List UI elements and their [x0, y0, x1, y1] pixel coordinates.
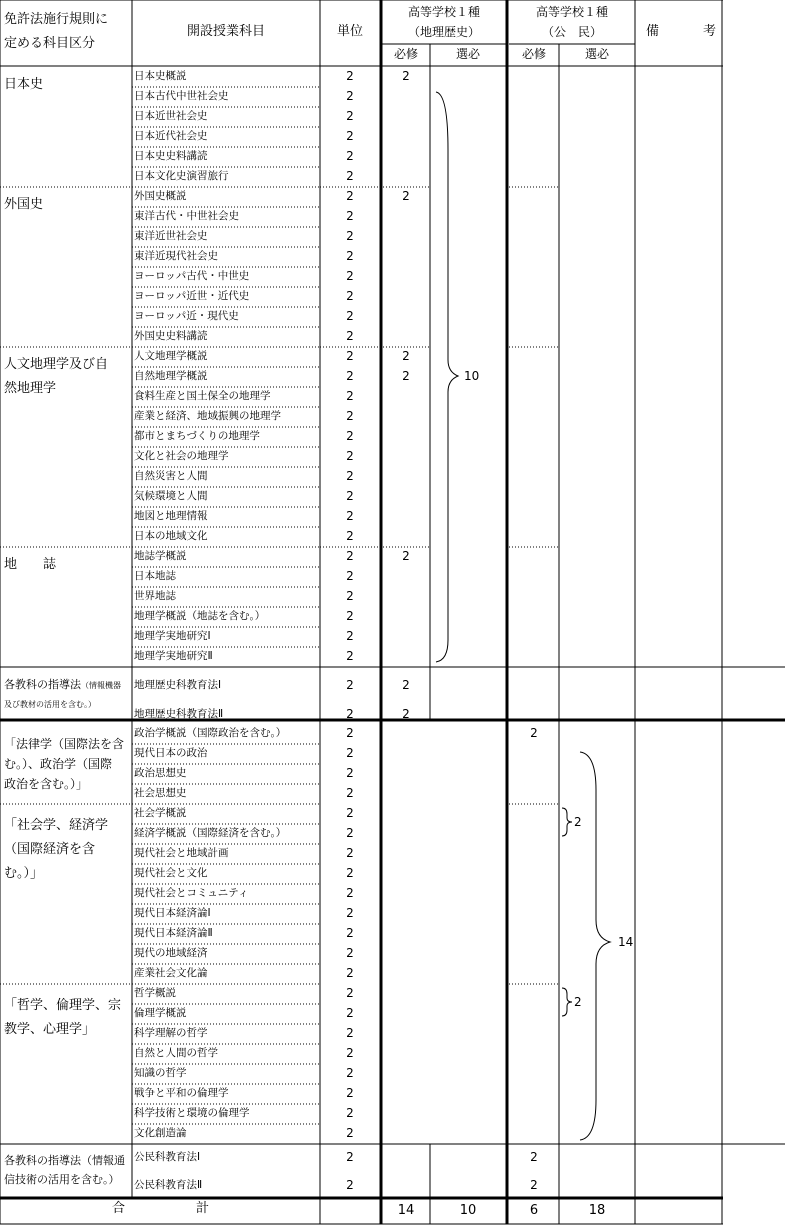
subject-credits: 2: [346, 449, 354, 463]
subject-name: 東洋近世社会史: [134, 230, 208, 242]
subject-name: 科学理解の哲学: [134, 1027, 208, 1039]
category-line: 地 誌: [4, 557, 57, 572]
category-line: 「社会学、経済学: [4, 818, 109, 833]
subject-name: 政治思想史: [134, 767, 187, 779]
header-g2-required: 必修: [521, 47, 546, 61]
subject-name: 地理学実地研究Ⅰ: [134, 630, 211, 642]
header-g1-elective: 選必: [455, 47, 480, 61]
subject-credits: 2: [346, 986, 354, 1000]
subject-name: 知識の哲学: [134, 1067, 187, 1079]
subject-credits: 2: [346, 886, 354, 900]
subject-credits: 2: [346, 649, 354, 663]
subject-name: 日本古代中世社会史: [134, 90, 229, 102]
subject-name: 現代社会と地域計画: [134, 847, 229, 859]
required-credits: 2: [402, 349, 410, 363]
category-line: （国際経済を含: [4, 842, 96, 857]
header-subject: 開設授業科目: [186, 24, 265, 39]
category-line: 人文地理学及び自: [4, 357, 109, 372]
elective-bracket-2: [580, 752, 610, 1140]
subject-name: 日本の地域文化: [134, 530, 208, 542]
subject-credits: 2: [346, 189, 354, 203]
subject-credits: 2: [346, 329, 354, 343]
subject-credits: 2: [346, 429, 354, 443]
subject-credits: 2: [346, 549, 354, 563]
subject-name: 公民科教育法Ⅱ: [134, 1179, 203, 1191]
subject-name: 産業社会文化論: [134, 967, 208, 979]
elective-bracket-2-value: 14: [618, 935, 634, 949]
category-line: 教学、心理学」: [4, 1022, 96, 1037]
subject-name: 公民科教育法Ⅰ: [134, 1151, 201, 1163]
subject-credits: 2: [346, 89, 354, 103]
category-line: 「法律学（国際法を含: [4, 737, 125, 751]
subject-credits: 2: [346, 309, 354, 323]
subject-name: ヨーロッパ近世・近代史: [134, 290, 250, 302]
header-credits: 単位: [336, 24, 363, 39]
subject-name: 自然災害と人間: [134, 470, 208, 482]
subject-credits: 2: [346, 826, 354, 840]
category-line: 日本史: [4, 77, 44, 92]
subject-name: 自然地理学概説: [134, 370, 208, 382]
subject-credits: 2: [346, 1026, 354, 1040]
subject-credits: 2: [346, 249, 354, 263]
subject-credits: 2: [346, 489, 354, 503]
total-label-right: 計: [196, 1201, 210, 1216]
subject-credits: 2: [346, 229, 354, 243]
subject-credits: 2: [346, 209, 354, 223]
subject-credits: 2: [346, 846, 354, 860]
subject-credits: 2: [346, 529, 354, 543]
subject-name: 日本近代社会史: [134, 130, 208, 142]
subject-name: 科学技術と環境の倫理学: [134, 1107, 250, 1119]
category2-0: [4, 734, 132, 794]
subject-name: 地理歴史科教育法Ⅱ: [134, 708, 224, 720]
subject-name: 東洋古代・中世社会史: [134, 210, 239, 222]
subject-name: 文化と社会の地理学: [134, 450, 229, 462]
subject-credits: 2: [346, 1066, 354, 1080]
subject-credits: 2: [346, 289, 354, 303]
subject-credits: 2: [346, 966, 354, 980]
sub-bracket-value-2: 2: [574, 995, 582, 1009]
subject-credits: 2: [346, 629, 354, 643]
subject-credits: 2: [346, 946, 354, 960]
method-geo-main: 各教科の指導法: [4, 678, 81, 691]
sub-bracket-value-1: 2: [574, 815, 582, 829]
subject-credits: 2: [346, 369, 354, 383]
header-category-line1: 免許法施行規則に: [4, 12, 109, 27]
subject-credits: 2: [346, 1006, 354, 1020]
subject-credits: 2: [346, 109, 354, 123]
total-g1-elective: 10: [459, 1203, 477, 1218]
category2-2: [4, 994, 132, 1042]
category-line: む。）」: [4, 866, 44, 881]
category-0: [4, 73, 130, 97]
subject-name: 現代日本経済論Ⅱ: [134, 927, 213, 939]
subject-credits: 2: [346, 1106, 354, 1120]
subject-name: 地図と地理情報: [134, 510, 208, 522]
header-category-line2: 定める科目区分: [4, 36, 96, 51]
subject-credits: 2: [346, 1126, 354, 1140]
subject-credits: 2: [346, 726, 354, 740]
subject-credits: 2: [346, 169, 354, 183]
subject-credits: 2: [346, 69, 354, 83]
subject-name: 地理学概説（地誌を含む。）: [134, 610, 266, 622]
header-group2-line2: （公 民）: [541, 25, 602, 39]
subject-name: 外国史概説: [134, 190, 187, 202]
subject-name: 気候環境と人間: [134, 490, 208, 502]
subject-name: 文化創造論: [134, 1127, 187, 1139]
header-group1-line1: 高等学校１種: [407, 5, 480, 19]
subject-credits: 2: [346, 1046, 354, 1060]
subject-credits: 2: [346, 569, 354, 583]
elective-bracket-1-value: 10: [464, 369, 480, 383]
subject-name: 現代日本経済論Ⅰ: [134, 907, 211, 919]
subject-name: 現代日本の政治: [134, 747, 208, 759]
category-line: 外国史: [4, 197, 44, 212]
subject-name: 倫理学概説: [134, 1007, 187, 1019]
required-credits: 2: [402, 69, 410, 83]
subject-name: ヨーロッパ古代・中世史: [134, 270, 250, 282]
category2-1: [4, 814, 132, 886]
sub-bracket-1: [562, 808, 572, 836]
header-notes-left: 備: [646, 24, 660, 39]
category-1: [4, 193, 130, 217]
subject-name: 戦争と平和の倫理学: [134, 1087, 229, 1099]
required-credits: 2: [402, 549, 410, 563]
subject-credits: 2: [346, 866, 354, 880]
subject-name: 外国史史料講読: [134, 330, 208, 342]
subject-name: 都市とまちづくりの地理学: [134, 430, 260, 442]
subject-name: 産業と経済、地域振興の地理学: [134, 410, 281, 422]
subject-credits: 2: [346, 409, 354, 423]
subject-credits: 2: [346, 509, 354, 523]
subject-name: 現代社会とコミュニティ: [134, 887, 249, 899]
required-credits: 2: [402, 678, 410, 692]
subject-credits: 2: [346, 746, 354, 760]
method-geo-note1: （情報機器: [81, 681, 121, 690]
subject-credits: 2: [346, 1086, 354, 1100]
subject-credits: 2: [346, 806, 354, 820]
subject-credits: 2: [346, 469, 354, 483]
header-g2-elective: 選必: [584, 47, 609, 61]
category-line: む。）、政治学（国際: [4, 757, 113, 771]
subject-name: 現代社会と文化: [134, 867, 208, 879]
subject-credits: 2: [346, 389, 354, 403]
subject-credits: 2: [346, 926, 354, 940]
required-credits: 2: [402, 707, 410, 721]
subject-name: 地誌学概説: [134, 550, 187, 562]
subject-credits: 2: [346, 906, 354, 920]
subject-credits: 2: [346, 149, 354, 163]
subject-credits: 2: [346, 589, 354, 603]
category-line: 「哲学、倫理学、宗: [4, 998, 122, 1013]
subject-name: 東洋近現代社会史: [134, 250, 218, 262]
required-credits: 2: [530, 1150, 538, 1164]
total-g2-required: 6: [529, 1203, 539, 1218]
subject-name: 哲学概説: [134, 987, 176, 999]
category-2: [4, 353, 130, 401]
subject-name: 日本地誌: [134, 570, 176, 582]
subject-name: 現代の地域経済: [134, 947, 208, 959]
subject-credits: 2: [346, 1150, 354, 1164]
required-credits: 2: [530, 726, 538, 740]
category-line: 政治を含む。）」: [4, 777, 89, 791]
subject-name: ヨーロッパ近・現代史: [134, 310, 239, 322]
subject-name: 地理学実地研究Ⅱ: [134, 650, 213, 662]
subject-name: 人文地理学概説: [134, 350, 208, 362]
header-group2-line1: 高等学校１種: [535, 5, 608, 19]
subject-name: 社会学概説: [134, 807, 187, 819]
total-g1-required: 14: [397, 1203, 415, 1218]
subject-name: 地理歴史科教育法Ⅰ: [134, 679, 222, 691]
subject-name: 日本文化史演習旅行: [134, 170, 229, 182]
elective-bracket-1: [436, 92, 458, 662]
subject-credits: 2: [346, 349, 354, 363]
category-line: 然地理学: [4, 381, 57, 396]
subject-name: 日本近世社会史: [134, 110, 208, 122]
subject-credits: 2: [346, 269, 354, 283]
subject-credits: 2: [346, 766, 354, 780]
method-geo-category: [4, 677, 121, 694]
method-geo-note2: 及び教材の活用を含む。）: [4, 700, 96, 709]
subject-name: 世界地誌: [134, 590, 176, 602]
subject-credits: 2: [346, 786, 354, 800]
method-civ-line2: 信技術の活用を含む。）: [4, 1173, 120, 1186]
subject-credits: 2: [346, 678, 354, 692]
subject-name: 日本史概説: [134, 70, 187, 82]
header-notes-right: 考: [703, 24, 717, 39]
required-credits: 2: [402, 369, 410, 383]
header-g1-required: 必修: [393, 47, 418, 61]
subject-credits: 2: [346, 1178, 354, 1192]
subject-credits: 2: [346, 707, 354, 721]
subject-name: 食料生産と国土保全の地理学: [134, 390, 271, 402]
category-3: [4, 553, 130, 577]
subject-name: 日本史史料講読: [134, 150, 208, 162]
header-group1-line2: （地理歴史）: [407, 25, 480, 39]
subject-name: 経済学概説（国際経済を含む。）: [134, 827, 287, 839]
subject-name: 社会思想史: [134, 787, 187, 799]
subject-credits: 2: [346, 129, 354, 143]
method-civ-line1: 各教科の指導法（情報通: [4, 1154, 125, 1167]
required-credits: 2: [402, 189, 410, 203]
sub-bracket-2: [562, 988, 572, 1016]
subject-credits: 2: [346, 609, 354, 623]
total-g2-elective: 18: [588, 1203, 606, 1218]
total-label-left: 合: [112, 1201, 126, 1216]
subject-name: 政治学概説（国際政治を含む。）: [134, 727, 287, 739]
required-credits: 2: [530, 1178, 538, 1192]
subject-name: 自然と人間の哲学: [134, 1047, 218, 1059]
